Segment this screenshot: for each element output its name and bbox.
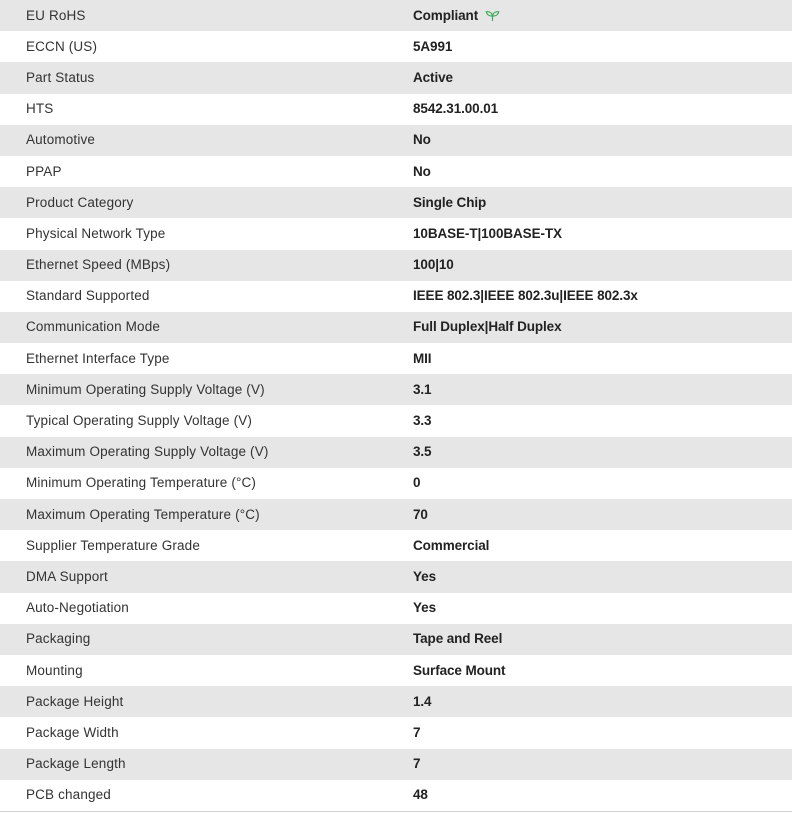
spec-value: 3.5 <box>413 444 432 460</box>
spec-value: 3.1 <box>413 381 432 397</box>
spec-row-supplier-temp-grade <box>0 530 792 561</box>
spec-value: Commercial <box>413 537 490 553</box>
spec-label: Communication Mode <box>26 319 161 335</box>
spec-value: Full Duplex|Half Duplex <box>413 319 562 335</box>
spec-row-product-category <box>0 187 792 218</box>
spec-row-ethernet-interface-type <box>0 343 792 374</box>
spec-label: Typical Operating Supply Voltage (V) <box>26 413 253 429</box>
spec-label: ECCN (US) <box>26 38 98 54</box>
spec-label: Package Height <box>26 693 124 709</box>
spec-row-packaging <box>0 624 792 655</box>
spec-label: Product Category <box>26 194 134 210</box>
spec-row-mounting <box>0 655 792 686</box>
spec-label: Minimum Operating Temperature (°C) <box>26 475 257 491</box>
spec-row-automotive <box>0 125 792 156</box>
spec-row-package-height <box>0 686 792 717</box>
spec-value: Tape and Reel <box>413 631 503 647</box>
spec-value: 70 <box>413 506 428 522</box>
spec-label: DMA Support <box>26 568 108 584</box>
spec-row-communication-mode <box>0 312 792 343</box>
spec-label: PPAP <box>26 163 62 179</box>
spec-value: Active <box>413 69 453 85</box>
spec-label: Standard Supported <box>26 288 150 304</box>
spec-row-max-supply-voltage <box>0 437 792 468</box>
spec-value: 3.3 <box>413 413 432 429</box>
spec-row-ppap <box>0 156 792 187</box>
spec-value: Yes <box>413 600 436 616</box>
spec-label: Maximum Operating Temperature (°C) <box>26 506 260 522</box>
spec-value: 10BASE-T|100BASE-TX <box>413 225 562 241</box>
spec-label: Package Length <box>26 756 126 772</box>
spec-value: 48 <box>413 787 428 803</box>
spec-value: MII <box>413 350 432 366</box>
spec-row-max-operating-temp <box>0 499 792 530</box>
spec-row-eccn <box>0 31 792 62</box>
spec-label: Automotive <box>26 132 96 148</box>
spec-value: 8542.31.00.01 <box>413 101 499 117</box>
spec-value: Yes <box>413 568 436 584</box>
spec-label: Minimum Operating Supply Voltage (V) <box>26 381 265 397</box>
spec-value: Compliant <box>413 7 479 23</box>
spec-row-standard-supported <box>0 281 792 312</box>
spec-value: 1.4 <box>413 693 432 709</box>
spec-label: Supplier Temperature Grade <box>26 537 200 553</box>
spec-label: HTS <box>26 101 54 117</box>
spec-value-cell <box>388 0 792 31</box>
spec-value: 7 <box>413 756 421 772</box>
spec-label: Mounting <box>26 662 83 678</box>
spec-row-min-operating-temp <box>0 468 792 499</box>
spec-row-package-length <box>0 749 792 780</box>
spec-row-package-width <box>0 717 792 748</box>
spec-label: Physical Network Type <box>26 225 166 241</box>
spec-value: 5A991 <box>413 38 453 54</box>
spec-row-auto-negotiation <box>0 593 792 624</box>
spec-row-part-status <box>0 62 792 93</box>
spec-value: 7 <box>413 724 421 740</box>
leaf-compliant-icon <box>485 10 500 22</box>
spec-label: Maximum Operating Supply Voltage (V) <box>26 444 269 460</box>
spec-row-min-supply-voltage <box>0 374 792 405</box>
spec-value: Surface Mount <box>413 662 506 678</box>
spec-value: Single Chip <box>413 194 487 210</box>
spec-row-hts <box>0 94 792 125</box>
spec-value: No <box>413 132 431 148</box>
spec-row-ethernet-speed <box>0 250 792 281</box>
spec-value: No <box>413 163 431 179</box>
spec-label: Packaging <box>26 631 91 647</box>
spec-label: Ethernet Speed (MBps) <box>26 257 171 273</box>
spec-label: Auto-Negotiation <box>26 600 129 616</box>
spec-row-dma-support <box>0 561 792 592</box>
table-bottom-divider <box>0 811 792 812</box>
spec-row-physical-network-type <box>0 218 792 249</box>
spec-label: PCB changed <box>26 787 111 803</box>
spec-value: IEEE 802.3|IEEE 802.3u|IEEE 802.3x <box>413 288 638 304</box>
spec-label: EU RoHS <box>26 7 86 23</box>
spec-row-pcb-changed <box>0 780 792 811</box>
spec-value: 0 <box>413 475 421 491</box>
spec-label: Package Width <box>26 724 119 740</box>
spec-row-eu-rohs <box>0 0 792 31</box>
spec-row-typ-supply-voltage <box>0 405 792 436</box>
spec-label: Part Status <box>26 69 95 85</box>
spec-value: 100|10 <box>413 257 454 273</box>
spec-label: Ethernet Interface Type <box>26 350 170 366</box>
